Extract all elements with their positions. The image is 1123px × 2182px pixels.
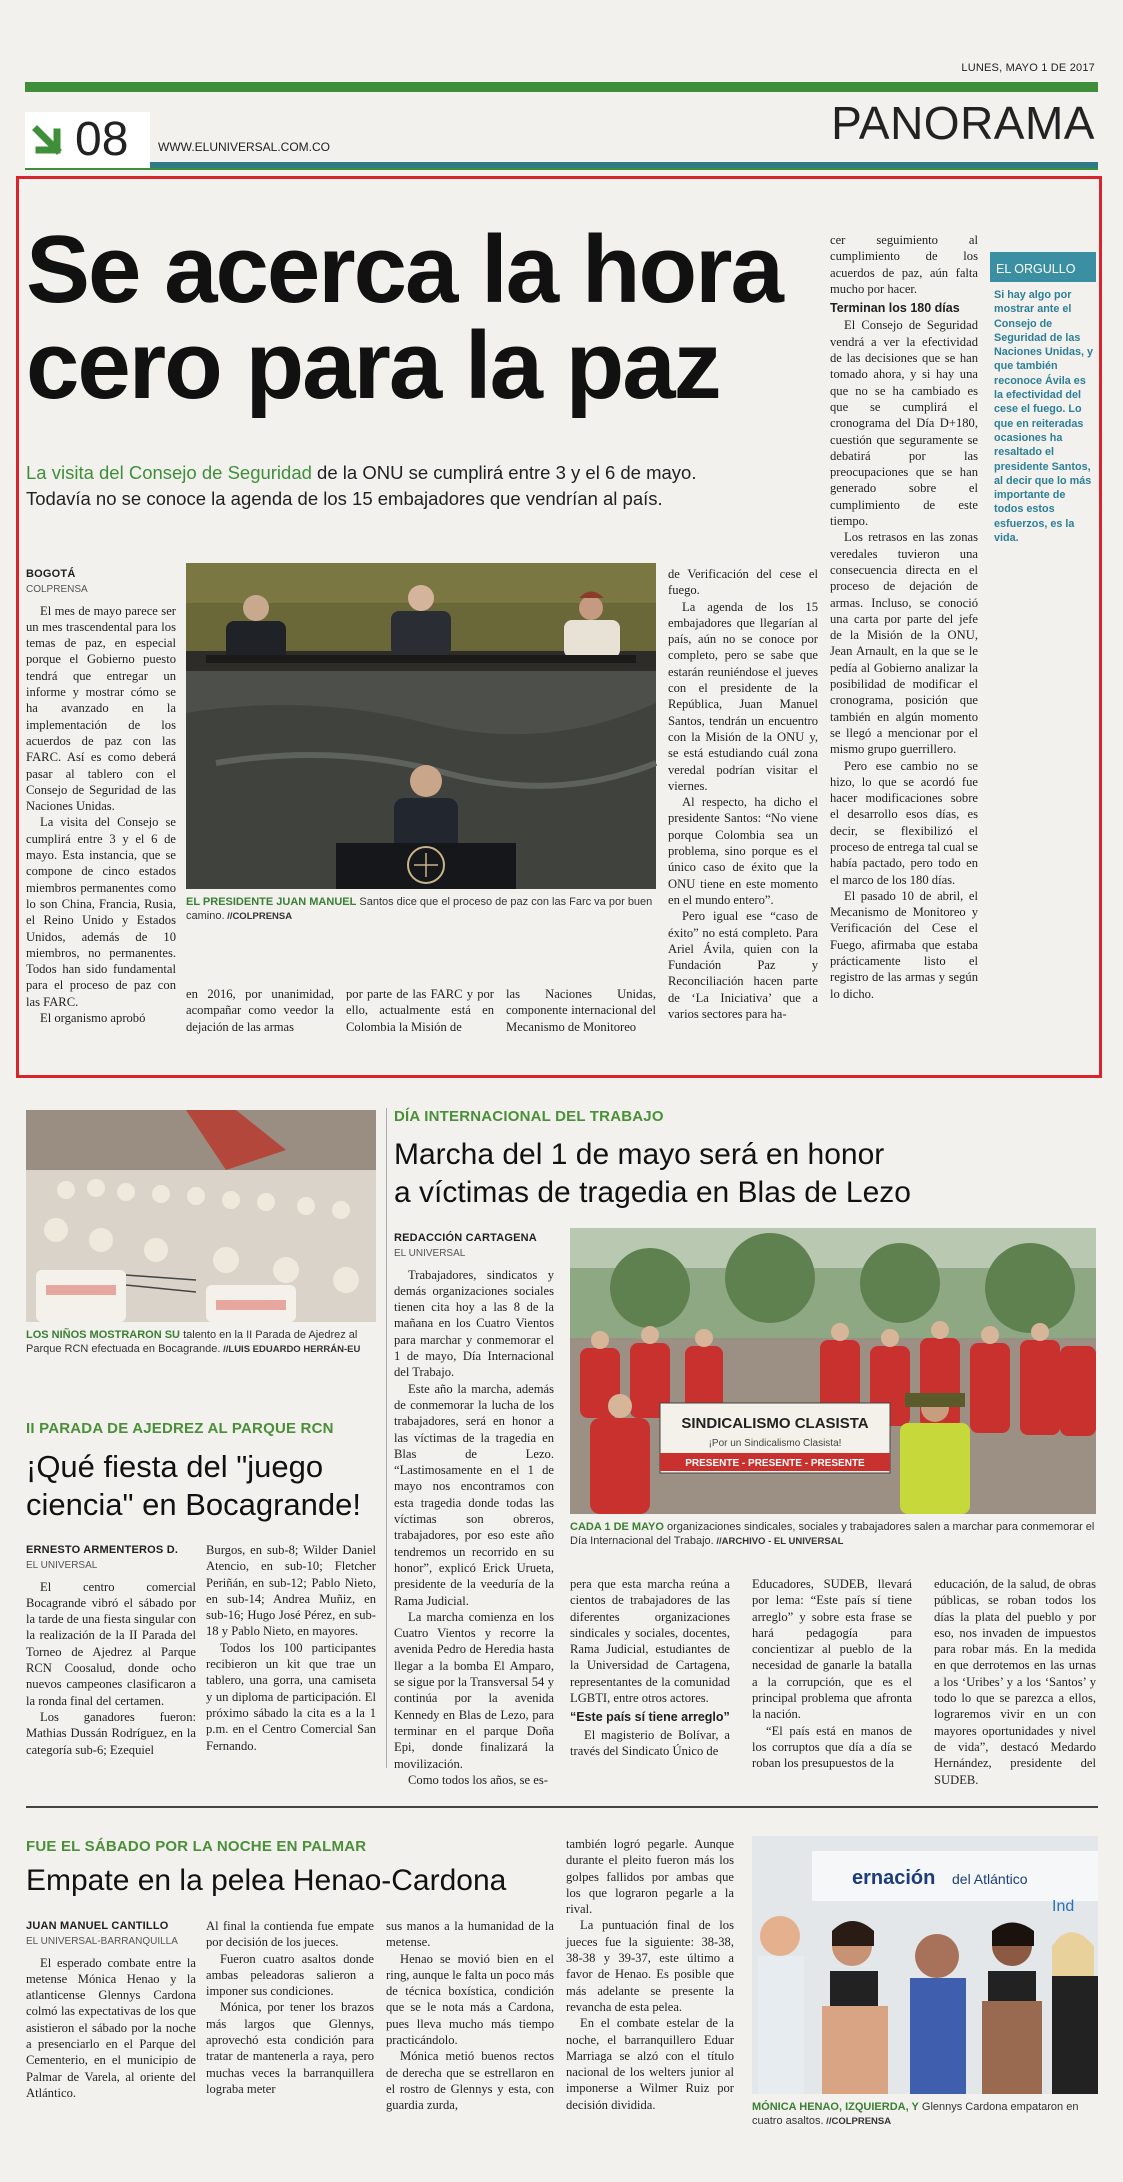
main-col-6 bbox=[830, 232, 978, 1048]
caption-text: organizaciones sindicales, sociales y trabajadores salen a marchar para conmemorar el Día Internacional del Trabajo. bbox=[570, 1521, 1095, 1547]
marchers-image bbox=[570, 1228, 1096, 1514]
caption-lead: LOS NIÑOS MOSTRARON SU bbox=[26, 1329, 181, 1341]
agency: EL UNIVERSAL bbox=[26, 1560, 98, 1572]
chess-photo-caption bbox=[26, 1328, 376, 1357]
paragraph: pera que esta marcha reúna a cientos de trabajadores de las diferentes organizaciones sindicales y sociales, docentes, Rama Judicial, estudiantes de la Universidad de Cartagena, representantes de la comunidad LGBTI, entre otros actores. bbox=[570, 1577, 730, 1706]
march-col-1 bbox=[394, 1230, 554, 1787]
paragraph: Fueron cuatro asaltos donde ambas peleadoras salieron a imponer sus condiciones. bbox=[206, 1951, 374, 1999]
boxing-col-1 bbox=[26, 1918, 196, 2168]
boxing-col-3 bbox=[386, 1918, 554, 2168]
boxers-image bbox=[752, 1836, 1098, 2094]
paragraph: La agenda de los 15 embajadores que llegarían al país, aún no se conoce por completo, pero se sabe que estarán reuniéndose el jueves con el presidente de la República, Juan Manuel Santos, tendrán un encuentro con la Misión de la ONU y, se está estudiando cuál zona veredal podrían visitar el viernes. bbox=[668, 599, 818, 793]
main-headline bbox=[26, 216, 846, 419]
paragraph: Al final la contienda fue empate por decisión de los jueces. bbox=[206, 1919, 374, 1950]
boxing-photo-caption bbox=[752, 2100, 1098, 2129]
paragraph: por parte de las FARC y por ello, actualmente está en Colombia la Misión de bbox=[346, 987, 494, 1034]
un-assembly-image bbox=[186, 563, 656, 889]
sidebar-text: Si hay algo por mostrar ante el Consejo de Seguridad de las Naciones Unidas, y que también reconoce Ávila es la efectividad del cese el fuego. Lo que en reiteradas ocasiones ha resaltado el presidente Santos, al decir que lo más importante de todos estos esfuerzos, es la vida. bbox=[994, 289, 1094, 545]
paragraph: Todos los 100 participantes recibieron un kit que trae un tablero, una gorra, una camiseta y un diploma de participación. El próximo sábado la cita es a la 1 p.m. en el Centro Comercial San Fernando. bbox=[206, 1640, 376, 1753]
paragraph: La marcha comienza en los Cuatro Vientos y recorre la avenida Pedro de Heredia hasta llegar a la bomba El Amparo, se sigue por la Transversal 54 y continúa por la avenida Kennedy en Blas de Lezo, para terminar en el parque Doña Epi, donde finalizará la movilización. bbox=[394, 1609, 554, 1771]
main-col-2-bottom bbox=[186, 986, 334, 1046]
paragraph: El pasado 10 de abril, el Mecanismo de Monitoreo y Verificación del Cese el Fuego, afirmaba que estaba prácticamente listo el registro de las armas y según lo dicho. bbox=[830, 888, 978, 1001]
paragraph: “El país está en manos de los corruptos que día a día se roban los presupuestos de la bbox=[752, 1723, 912, 1771]
sidebar-title: EL ORGULLO bbox=[990, 252, 1096, 282]
main-photo-caption bbox=[186, 895, 656, 924]
paragraph: Trabajadores, sindicatos y demás organizaciones sociales tienen cita hoy a las 8 de la mañana en los Cuatro Vientos para marchar y conmemorar el 1 de mayo, Día Internacional del Trabajo. bbox=[394, 1267, 554, 1380]
chess-kicker: II PARADA DE AJEDREZ AL PARQUE RCN bbox=[26, 1420, 334, 1437]
paragraph: Este año la marcha, además de conmemorar la lucha de los trabajadores, será en honor a las víctimas de la tragedia en Blas de Lezo. “Lastimosamente en el 1 de mayo nos encontramos con esta tragedia donde todas las víctimas son obreros, trabajadores, por eso este año tendremos un recorrido en su honor”, explicó Erick Urueta, presidente de la veeduría de la Rama Judicial. bbox=[394, 1381, 554, 1608]
paragraph: El centro comercial Bocagrande vibró el sábado por la tarde de una fiesta singular con la realización de la II Parada del Torneo de Ajedrez al Parque RCN Coosalud, donde ocho nuevos campeones clasificaron a la ronda final del certamen. bbox=[26, 1579, 196, 1708]
header-bottom-rule-2 bbox=[25, 168, 1098, 170]
boxing-headline: Empate en la pelea Henao-Cardona bbox=[26, 1864, 507, 1897]
header-top-rule bbox=[25, 82, 1098, 92]
main-subhead-rest: de la ONU se cumplirá entre 3 y el 6 de mayo. bbox=[311, 462, 697, 483]
paragraph: Mónica metió buenos rectos de derecha que se estrellaron en el rostro de Glennys y esta, con guardia zurda, bbox=[386, 2049, 554, 2113]
backdrop-text-3: Ind bbox=[1052, 1898, 1075, 1915]
section-title: PANORAMA bbox=[831, 97, 1095, 149]
chess-photo bbox=[26, 1110, 376, 1322]
column-divider bbox=[386, 1108, 387, 1768]
paragraph: cer seguimiento al cumplimiento de los acuerdos de paz, aún falta mucho por hacer. bbox=[830, 233, 978, 296]
caption-credit: //COLPRENSA bbox=[224, 911, 293, 922]
paragraph: Educadores, SUDEB, llevará por lema: “Este país sí tiene arreglo” y sobre esta frase se hará pedagogía para concientizar al pueblo de la necesidad de ganarle la batalla a la corrupción, que es el principal problema que afronta la nación. bbox=[752, 1577, 912, 1722]
banner-text-2: ¡Por un Sindicalismo Clasista! bbox=[708, 1438, 842, 1449]
paragraph: Henao se movió bien en el ring, aunque le falta un poco más de técnica boxística, condición que se le nota más a Cardona, pues lleva mucho más tiempo practicándolo. bbox=[386, 1951, 554, 2048]
byline: REDACCIÓN CARTAGENA bbox=[394, 1232, 537, 1244]
section-divider bbox=[26, 1806, 1098, 1808]
arrow-down-right-icon bbox=[31, 120, 71, 160]
main-col-3-bottom bbox=[346, 986, 494, 1046]
chess-headline bbox=[26, 1448, 386, 1524]
caption-text: Santos dice que el proceso de paz con las Farc va por buen camino. bbox=[186, 896, 653, 922]
paragraph: El magisterio de Bolívar, a través del Sindicato Único de bbox=[570, 1727, 730, 1758]
paragraph: Pero ese cambio no se hizo, lo que se acordó fue hacer modificaciones sobre el desarrollo esos días, es decir, se flexibilizó el proceso de entrega tal cual se había pactado, pero todo en el marco de los 180 días. bbox=[830, 758, 978, 887]
website-link[interactable]: WWW.ELUNIVERSAL.COM.CO bbox=[158, 140, 331, 154]
chess-headline-line2: ciencia" en Bocagrande! bbox=[26, 1487, 362, 1522]
dateline: BOGOTÁ bbox=[26, 568, 76, 580]
paragraph: Burgos, en sub-8; Wilder Daniel Atencio, en sub-10; Fletcher Periñán, en sub-12; Pablo Nieto, en sub-14; Andrea Muñiz, en sub-16; Hugo José Pérez, en sub-18 y Pablo Nieto, en mayores. bbox=[206, 1543, 376, 1639]
march-col-4 bbox=[934, 1576, 1096, 1787]
chess-col-1 bbox=[26, 1542, 196, 1772]
main-subhead-line2: Todavía no se conoce la agenda de los 15 embajadores que vendrían al país. bbox=[26, 488, 663, 509]
caption-text: talento en la II Parada de Ajedrez al Parque RCN efectuada en Bocagrande. bbox=[26, 1329, 358, 1355]
march-headline bbox=[394, 1136, 1094, 1212]
chess-col-2 bbox=[206, 1542, 376, 1772]
boxing-col-4 bbox=[566, 1836, 734, 2168]
agency: EL UNIVERSAL bbox=[394, 1248, 466, 1260]
caption-text: Glennys Cardona empataron en cuatro asaltos. bbox=[752, 2101, 1079, 2127]
agency: COLPRENSA bbox=[26, 584, 88, 596]
caption-lead: MÓNICA HENAO, IZQUIERDA, Y bbox=[752, 2101, 919, 2113]
paragraph: sus manos a la humanidad de la metense. bbox=[386, 1919, 554, 1950]
paragraph: El esperado combate entre la metense Mónica Henao y la atlanticense Glennys Cardona colmó las expectativas de los que asistieron el sábado por la noche a presenciarlo en el Parque del Cementerio, en el municipio de Palmar de Varela, al oriente del Atlántico. bbox=[26, 1955, 196, 2100]
chess-headline-line1: ¡Qué fiesta del "juego bbox=[26, 1449, 324, 1484]
march-headline-line2: a víctimas de tragedia en Blas de Lezo bbox=[394, 1176, 911, 1209]
march-col-3 bbox=[752, 1576, 912, 1778]
paragraph: La visita del Consejo se cumplirá entre 3 y el 6 de mayo. Esta instancia, que se compone de cinco estados miembros permanentes como lo son China, Francia, Rusia, el Reino Unido y Estados Unidos, además de 10 miembros, no permanentes. Todos han sido fundamental para el proceso de paz con las FARC. bbox=[26, 815, 176, 1009]
paragraph: Los ganadores fueron: Mathias Dussán Rodríguez, en la categoría sub-6; Ezequiel bbox=[26, 1709, 196, 1757]
sidebar-box bbox=[990, 232, 1096, 545]
main-col-1 bbox=[26, 566, 176, 1046]
paragraph: La puntuación final de los jueces fue la siguiente: 38-38, 38-38 y 39-37, este último a favor de Henao. Es posible que más adelante se presente la revancha de esta pelea. bbox=[566, 1918, 734, 2014]
boxing-kicker: FUE EL SÁBADO POR LA NOCHE EN PALMAR bbox=[26, 1838, 367, 1855]
banner-text: SINDICALISMO CLASISTA bbox=[681, 1415, 869, 1432]
header-date: LUNES, MAYO 1 DE 2017 bbox=[961, 62, 1095, 74]
paragraph: educación, de la salud, de obras públicas, se roban todos los días la plata del pueblo y por eso, nos invaden de impuestos para robar más. En la medida en que derrotemos en las urnas a los ‘Uribes’ y a los ‘Santos’ y todo lo que se parezca a ellos, lograremos vivir en un con mayores oportunidades y nivel de vida”, destacó Medardo Hernández, presidente del SUDEB. bbox=[934, 1577, 1096, 1787]
paragraph: Mónica, por tener los brazos más largos que Glennys, aprovechó esta condición para tratar de mantenerla a raya, pero muchas veces la barranquillera lograba meter bbox=[206, 2000, 374, 2096]
paragraph: Los retrasos en las zonas veredales tuvieron una consecuencia directa en el proceso de dejación de armas. Incluso, se conoció una carta por parte del jefe de la Misión de la ONU, Jean Arnault, en la que se le pedía al Gobierno analizar la posibilidad de modificar el cronograma, posición que también en algún momento se llegó a mencionar por el mismo grupo guerrillero. bbox=[830, 530, 978, 757]
main-headline-line2: cero para la paz bbox=[26, 312, 720, 419]
paragraph: El Consejo de Seguridad vendrá a ver la efectividad de las decisiones que se han tomado ahora, y si hay una que no se ha cambiado es que se cumplirá el cronograma del Día D+180, cuestión que seguramente se debatirá por las preocupaciones que se han generado sobre el cumplimiento de este tiempo. bbox=[830, 318, 978, 529]
agency: EL UNIVERSAL-BARRANQUILLA bbox=[26, 1936, 178, 1948]
byline: JUAN MANUEL CANTILLO bbox=[26, 1920, 169, 1932]
paragraph: El organismo aprobó bbox=[40, 1011, 146, 1026]
page-number: 08 bbox=[75, 113, 129, 166]
subheading: Terminan los 180 días bbox=[830, 301, 960, 316]
caption-credit: //COLPRENSA bbox=[823, 2116, 892, 2127]
paragraph: también logró pegarle. Aunque durante el pleito fueron más los golpes fallidos por ambas que los que lograron pegarle a la rival. bbox=[566, 1837, 734, 1917]
march-headline-line1: Marcha del 1 de mayo será en honor bbox=[394, 1138, 885, 1171]
backdrop-text-2: del Atlántico bbox=[952, 1871, 1028, 1887]
main-headline-line1: Se acerca la hora bbox=[26, 216, 782, 323]
main-subhead-green: La visita del Consejo de Seguridad bbox=[26, 462, 312, 483]
caption-credit: //ARCHIVO - EL UNIVERSAL bbox=[713, 1536, 844, 1547]
caption-credit: //LUIS EDUARDO HERRÁN-EU bbox=[220, 1344, 361, 1355]
paragraph: Como todos los años, se es- bbox=[408, 1772, 548, 1787]
page-number-box bbox=[25, 112, 150, 168]
caption-lead: EL PRESIDENTE JUAN MANUEL bbox=[186, 896, 357, 908]
paragraph: Al respecto, ha dicho el presidente Santos: “No viene porque Colombia sea un problema, sino porque es el único caso de éxito que la ONU tiene en este momento en el mundo entero”. bbox=[668, 795, 818, 907]
paragraph: En el combate estelar de la noche, el barranquillero Eduar Marriaga se alzó con el título nacional de los welters junior al imponerse a Wilmer Ruiz por decisión dividida. bbox=[566, 2016, 734, 2112]
subheading: “Este país sí tiene arreglo” bbox=[570, 1710, 730, 1725]
main-subhead bbox=[26, 460, 826, 512]
banner-text-3: PRESENTE - PRESENTE - PRESENTE bbox=[685, 1458, 865, 1469]
paragraph: las Naciones Unidas, componente internacional del Mecanismo de Monitoreo bbox=[506, 987, 656, 1034]
march-photo bbox=[570, 1228, 1096, 1514]
march-kicker: DÍA INTERNACIONAL DEL TRABAJO bbox=[394, 1108, 664, 1125]
paragraph: de Verificación del cese el fuego. bbox=[668, 567, 818, 598]
backdrop-text: ernación bbox=[852, 1867, 936, 1889]
byline: ERNESTO ARMENTEROS D. bbox=[26, 1544, 179, 1556]
paragraph: en 2016, por unanimidad, acompañar como veedor la dejación de las armas bbox=[186, 987, 334, 1034]
main-col-4-bottom bbox=[506, 986, 656, 1046]
main-col-5 bbox=[668, 566, 818, 1046]
boxing-col-2 bbox=[206, 1918, 374, 2168]
caption-lead: CADA 1 DE MAYO bbox=[570, 1521, 664, 1533]
march-col-2 bbox=[570, 1576, 730, 1778]
boxing-photo bbox=[752, 1836, 1098, 2094]
march-photo-caption bbox=[570, 1520, 1096, 1549]
main-photo bbox=[186, 563, 656, 889]
paragraph: El mes de mayo parece ser un mes trascendental para los temas de paz, en especial porque el Gobierno puesto tendrá que entregar un informe y mostrar cómo se ha avanzado en la implementación de los acuerdos de paz con las FARC. Así es como deberá pasar al tablero con el Consejo de Seguridad de las Naciones Unidas. bbox=[26, 603, 176, 814]
paragraph: Pero igual ese “caso de éxito” no está completo. Para Ariel Ávila, quien con la Fundación Paz y Reconciliación hacen parte de ‘La Iniciativa’ que a varios sectores para ha- bbox=[668, 909, 818, 1022]
chess-players-image bbox=[26, 1110, 376, 1322]
